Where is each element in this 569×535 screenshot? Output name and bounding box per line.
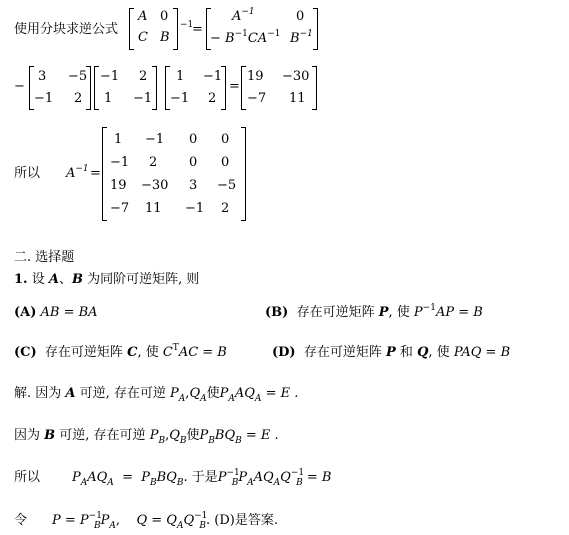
bracket-right bbox=[312, 66, 317, 110]
section-title: 二. 选择题 bbox=[14, 250, 75, 265]
r-b: 0 bbox=[296, 9, 305, 24]
option-d: (D) 存在可逆矩阵 P 和 Q, 使 PAQ = B bbox=[272, 345, 511, 360]
equals: = bbox=[192, 22, 203, 37]
equals: = bbox=[90, 166, 101, 181]
matrix-cell: −1 bbox=[145, 132, 165, 147]
bracket-right bbox=[241, 127, 246, 221]
bracket-left bbox=[94, 66, 99, 110]
solution-line-4: 令 bbox=[14, 513, 28, 528]
bracket-left bbox=[102, 127, 107, 221]
cell: −7 bbox=[247, 91, 267, 106]
bracket-right bbox=[313, 8, 318, 50]
matrix-cell: −30 bbox=[141, 178, 169, 193]
option-b: (B) 存在可逆矩阵 P, 使 $P^{-1}AP = B$ bbox=[265, 303, 483, 320]
bracket-left bbox=[241, 66, 246, 110]
matrix-cell: 0 bbox=[189, 132, 198, 147]
cell: −1 bbox=[100, 69, 120, 84]
formula-intro: 使用分块求逆公式 bbox=[14, 22, 119, 37]
cell: 2 bbox=[74, 91, 83, 106]
bracket-right bbox=[152, 66, 157, 110]
suoyi-label: 所以 bbox=[14, 166, 41, 181]
bracket-right bbox=[221, 66, 226, 110]
cell: 1 bbox=[176, 69, 185, 84]
question-1: 1. 设 A、B 为同阶可逆矩阵, 则 bbox=[14, 272, 200, 287]
cell: −1 bbox=[203, 69, 223, 84]
cell: −5 bbox=[68, 69, 88, 84]
matrix-cell: 0 bbox=[221, 132, 230, 147]
cell: 1 bbox=[104, 91, 113, 106]
cell: 11 bbox=[289, 91, 306, 106]
solution-line-3: 所以 bbox=[14, 470, 41, 485]
matrix-cell: −1 bbox=[110, 155, 130, 170]
m-b: 0 bbox=[160, 9, 169, 24]
cell: 3 bbox=[38, 69, 47, 84]
matrix-cell: 3 bbox=[189, 178, 198, 193]
cell: 2 bbox=[139, 69, 148, 84]
bracket-left bbox=[129, 8, 134, 50]
a-inverse: $A^{-1}$ bbox=[66, 164, 89, 181]
cell: −1 bbox=[170, 91, 190, 106]
r-c: − $B^{-1}CA^{-1}$ bbox=[210, 29, 281, 46]
solution-line-4-expr: $P = P^{-1}_BP_A$, $Q = Q_AQ^{-1}_B$. (D)是答案. bbox=[52, 511, 279, 531]
cell: −1 bbox=[34, 91, 54, 106]
matrix-cell: 2 bbox=[221, 201, 230, 216]
exponent: −1 bbox=[180, 20, 194, 30]
matrix-cell: 11 bbox=[145, 201, 162, 216]
matrix-cell: 1 bbox=[114, 132, 123, 147]
solution-line-3-expr: $P_AAQ_A = P_BBQ_B$. 于是$P^{-1}_BP_AAQ_AQ^{-1}_B = B$ bbox=[72, 468, 332, 488]
bracket-right bbox=[86, 66, 91, 110]
minus: − bbox=[14, 79, 25, 94]
solution-line-1: 解. 因为 A 可逆, 存在可逆 $P_A,Q_A$使$P_AAQ_A = E$ . bbox=[14, 386, 299, 404]
matrix-cell: 2 bbox=[149, 155, 158, 170]
bracket-right bbox=[173, 8, 178, 50]
cell: −30 bbox=[282, 69, 310, 84]
solution-line-2: 因为 B 可逆, 存在可逆 $P_B,Q_B$使$P_BBQ_B = E$ . bbox=[14, 428, 279, 446]
option-a: (A) AB = BA bbox=[14, 305, 98, 320]
matrix-cell: 0 bbox=[221, 155, 230, 170]
m-d: B bbox=[160, 30, 170, 45]
r-a: $A^{-1}$ bbox=[232, 7, 255, 24]
r-d: $B^{-1}$ bbox=[290, 29, 313, 46]
cell: −1 bbox=[133, 91, 153, 106]
matrix-cell: 0 bbox=[189, 155, 198, 170]
equals: = bbox=[229, 79, 240, 94]
option-c: (C) 存在可逆矩阵 C, 使 $C^TAC = B$ bbox=[14, 343, 227, 360]
matrix-cell: −7 bbox=[110, 201, 130, 216]
m-c: C bbox=[138, 30, 148, 45]
matrix-cell: −5 bbox=[217, 178, 237, 193]
matrix-cell: 19 bbox=[110, 178, 127, 193]
m-a: A bbox=[138, 9, 148, 24]
cell: 2 bbox=[208, 91, 217, 106]
matrix-cell: −1 bbox=[185, 201, 205, 216]
cell: 19 bbox=[247, 69, 264, 84]
